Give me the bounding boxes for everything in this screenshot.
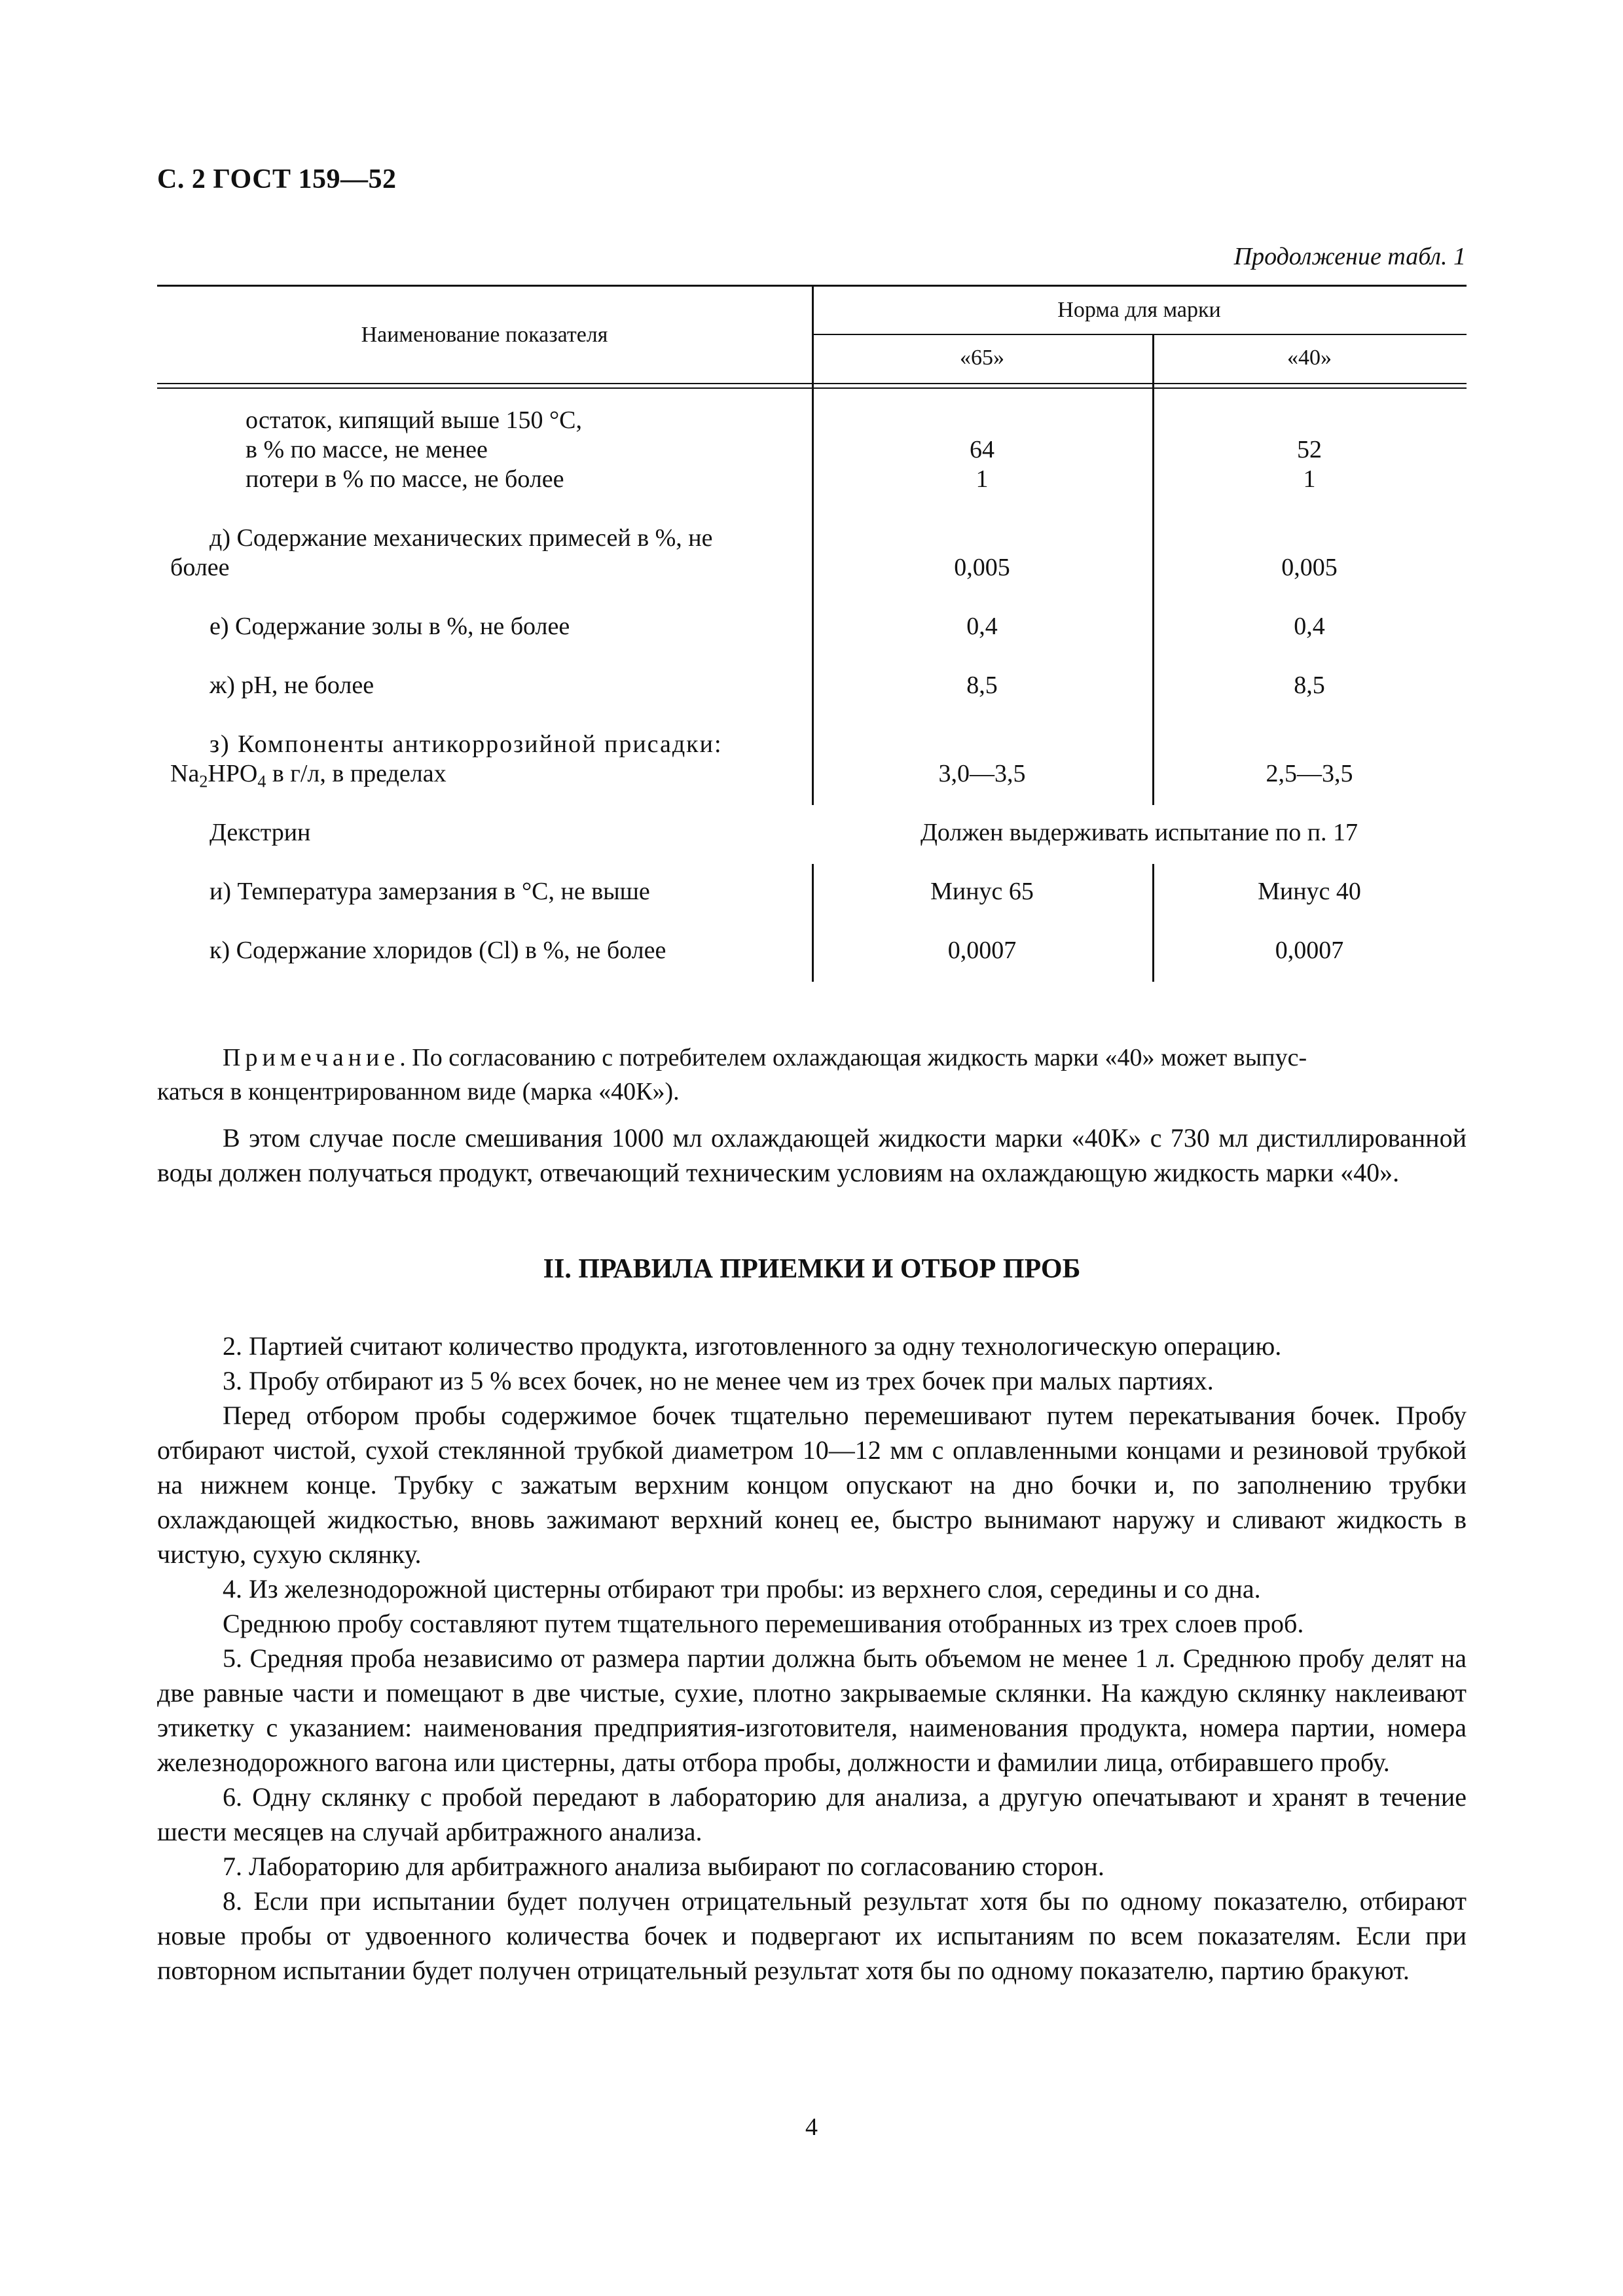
norm-header-rule <box>812 334 1467 335</box>
row-ash-content: е) Содержание золы в %, не более <box>210 613 570 640</box>
row-mechanical-impurities-line-1: д) Содержание механических примесей в %, не <box>210 524 713 552</box>
row-anticorrosion-line-2 <box>170 759 447 797</box>
na-mid: HPO <box>208 760 258 787</box>
paragraph: В этом случае после смешивания 1000 мл охлаждающей жидкости марки «40К» с 730 мл дистиллированной воды должен получаться продукт, отвечающий техническим условиям на охлаждающую жидкость марки «40». <box>157 1123 1467 1187</box>
row-ph: ж) рН, не более <box>210 672 374 699</box>
na-suffix: в г/л, в пределах <box>266 760 447 787</box>
paragraph: Среднюю пробу составляют путем тщательного перемешивания отобранных из трех слоев проб. <box>223 1609 1304 1638</box>
value-40-residue: 52 <box>1297 436 1322 463</box>
na-subscript-1: 2 <box>199 772 208 791</box>
section-body <box>157 1329 1467 1988</box>
value-65-residue: 64 <box>970 436 994 463</box>
value-65-anticorrosion: 3,0—3,5 <box>938 760 1026 787</box>
header-mark-65: «65» <box>960 346 1004 370</box>
paragraph: 4. Из железнодорожной цистерны отбирают три пробы: из верхнего слоя, середины и со дна. <box>223 1574 1261 1604</box>
value-40-chlorides: 0,0007 <box>1275 937 1344 964</box>
value-40-mechanical-impurities: 0,005 <box>1281 554 1338 581</box>
column-divider-2b <box>1152 864 1154 982</box>
paragraph: Перед отбором пробы содержимое бочек тщательно перемешивают путем перекатывания бочек. Пробу отбирают чистой, сухой стеклянной трубкой диаметром 10—12 мм с оплавленными концами и резиновой трубкой на нижнем конце. Трубку с зажатым верхним концом опускают на дно бочки и, по заполнению трубки охлаждающей жидкостью, вновь зажимают верхний конец ее, быстро вынимают наружу и сливают жидкость в чистую, сухую склянку. <box>157 1401 1467 1569</box>
column-divider-1b <box>812 864 814 982</box>
paragraph: 5. Средняя проба независимо от размера партии должна быть объемом не менее 1 л. Среднюю пробу делят на две равные части и помещают в две чистые, сухие, плотно закрываемые склянки. На каждую склянку наклеивают этикетку с указанием: наименования предприятия-изготовителя, наименования продукта, номера партии, номера железнодорожного вагона или цистерны, даты отбора пробы, должности и фамилии лица, отбиравшего пробу. <box>157 1643 1467 1777</box>
value-65-losses: 1 <box>976 465 989 493</box>
note-line-2: каться в концентрированном виде (марка «40К»). <box>157 1078 680 1105</box>
paragraph: 2. Партией считают количество продукта, изготовленного за одну технологическую операцию. <box>223 1331 1282 1361</box>
header-norm-for-mark: Норма для марки <box>1057 298 1221 322</box>
note-text-1: . По согласованию с потребителем охлаждающая жидкость марки «40» может выпус- <box>399 1044 1307 1071</box>
value-65-freezing: Минус 65 <box>930 878 1034 905</box>
value-65-ph: 8,5 <box>966 672 998 699</box>
header-indicator-name: Наименование показателя <box>361 323 608 347</box>
column-divider-2 <box>1152 334 1154 805</box>
row-dextrin: Декстрин <box>210 819 311 846</box>
paragraph: 7. Лабораторию для арбитражного анализа выбирают по согласованию сторон. <box>223 1852 1104 1881</box>
paragraph: 6. Одну склянку с пробой передают в лабораторию для анализа, а другую опечатывают и хранят в течение шести месяцев на случай арбитражного анализа. <box>157 1782 1467 1846</box>
value-65-mechanical-impurities: 0,005 <box>954 554 1010 581</box>
row-chloride-content: к) Содержание хлоридов (Cl) в %, не более <box>210 937 666 964</box>
paragraph: 3. Пробу отбирают из 5 % всех бочек, но не менее чем из трех бочек при малых партиях. <box>223 1366 1214 1395</box>
value-65-chlorides: 0,0007 <box>947 937 1017 964</box>
value-65-ash: 0,4 <box>966 613 998 640</box>
na-prefix: Na <box>170 760 200 787</box>
page-number: 4 <box>805 2113 818 2141</box>
row-losses-line: потери в % по массе, не более <box>246 465 564 493</box>
row-residue-line-1: остаток, кипящий выше 150 °С, <box>246 406 583 434</box>
table-continuation-label: Продолжение табл. 1 <box>1233 243 1466 270</box>
section-title: II. ПРАВИЛА ПРИЕМКИ И ОТБОР ПРОБ <box>543 1254 1081 1284</box>
na-subscript-2: 4 <box>257 772 266 791</box>
row-residue-line-2: в % по массе, не менее <box>246 436 488 463</box>
row-anticorrosion-line-1: з) Компоненты антикоррозийной присадки: <box>210 730 723 758</box>
running-head: С. 2 ГОСТ 159—52 <box>157 164 397 194</box>
paragraph: 8. Если при испытании будет получен отрицательный результат хотя бы по одному показателю, отбирают новые пробы от удвоенного количества бочек и подвергают их испытаниям по всем показателям. Если при повторном испытании будет получен отрицательный результат хотя бы по одному показателю, партию бракуют. <box>157 1886 1467 1985</box>
row-freezing-temperature: и) Температура замерзания в °С, не выше <box>210 878 650 905</box>
value-dextrin-spanning: Должен выдерживать испытание по п. 17 <box>920 819 1359 846</box>
note-paragraph-2 <box>157 1121 1467 1190</box>
value-40-freezing: Минус 40 <box>1258 878 1361 905</box>
note-label: Примечание <box>223 1044 400 1071</box>
note-line-1 <box>223 1041 1467 1075</box>
row-mechanical-impurities-line-2: более <box>170 554 230 581</box>
value-40-ash: 0,4 <box>1294 613 1325 640</box>
value-40-anticorrosion: 2,5—3,5 <box>1266 760 1353 787</box>
value-40-losses: 1 <box>1303 465 1316 493</box>
header-mark-40: «40» <box>1287 346 1332 370</box>
value-40-ph: 8,5 <box>1294 672 1325 699</box>
specification-table <box>157 285 1467 992</box>
